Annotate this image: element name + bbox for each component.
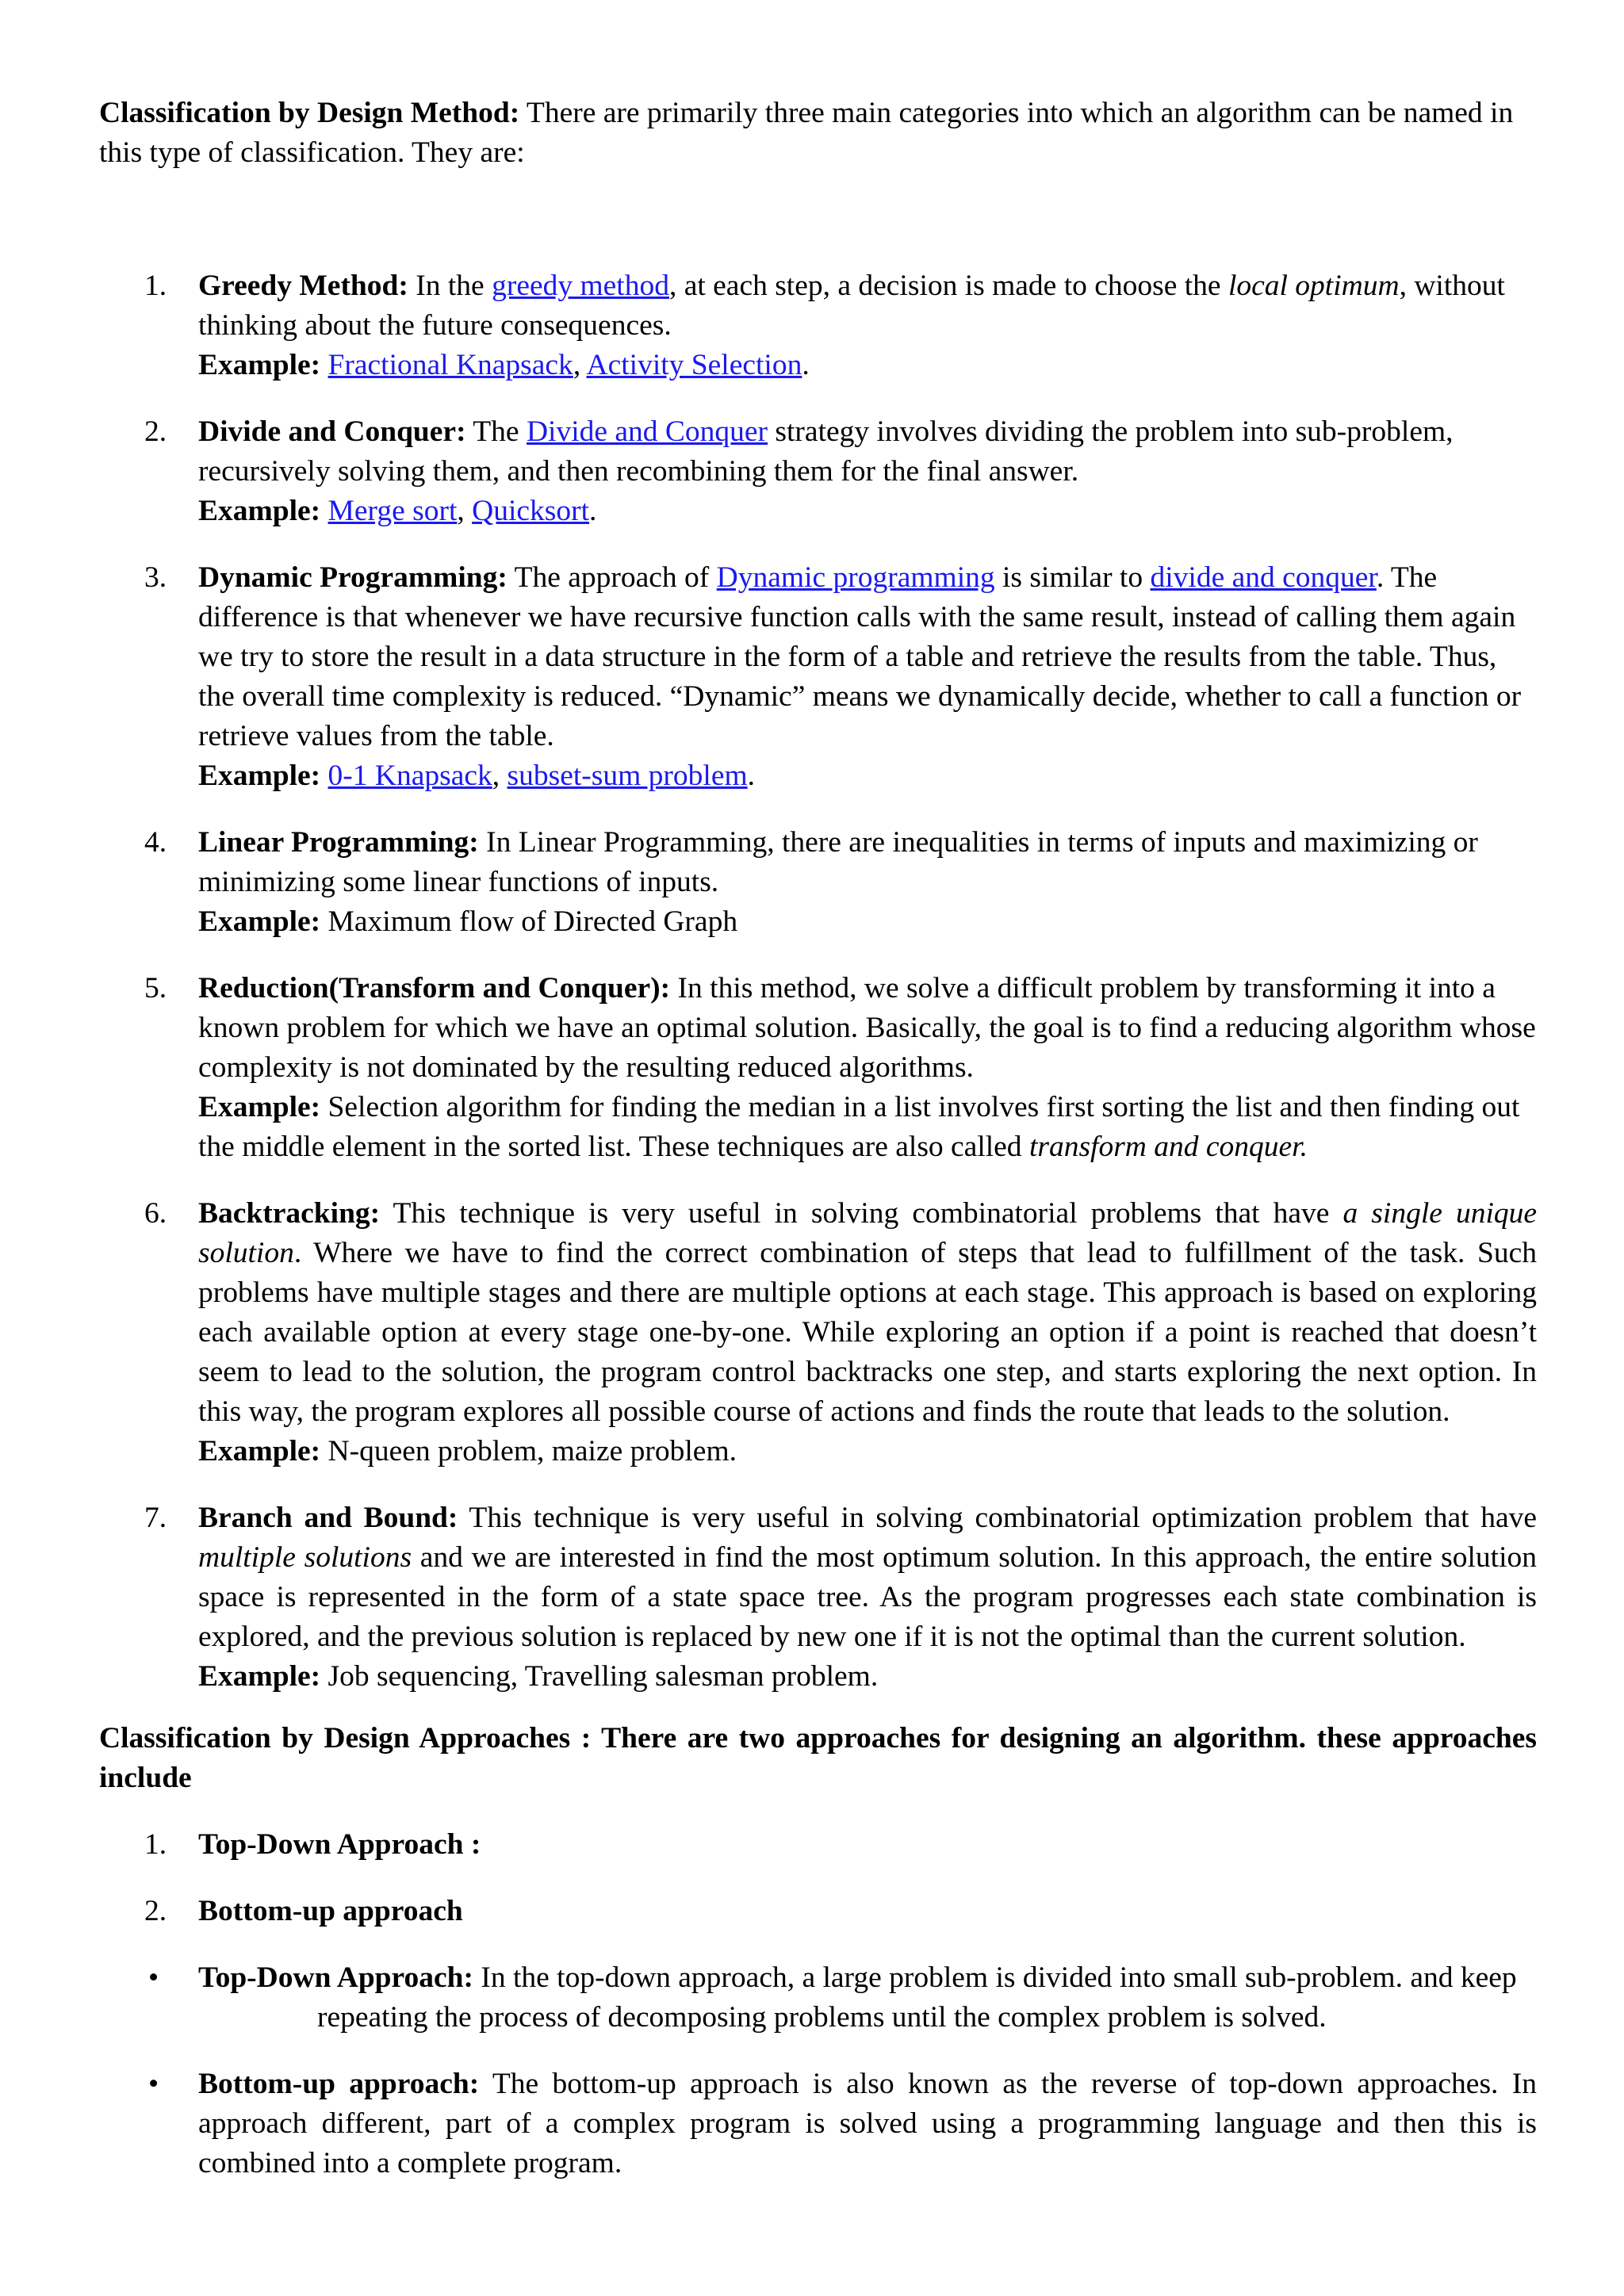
method-emphasis: local optimum [1228,270,1400,302]
example-end: . [589,495,597,527]
list-number: 3. [144,561,167,594]
method-item-linear-programming [99,823,1537,942]
method-title: Linear Programming: [198,826,479,859]
method-description [198,969,1537,1088]
method-description [198,412,1537,492]
method-title: Dynamic Programming: [198,561,508,594]
method-title: Greedy Method: [198,270,408,302]
example-label: Example: [198,1660,321,1693]
list-number: 6. [144,1197,167,1230]
method-text: In the [408,270,492,302]
method-item-divide-and-conquer [99,412,1537,531]
method-text: . The difference is that whenever we have recursive function calls with the same result, instead of calling them again we try to store the result in a data structure in the form of a table and retrieve the results from the table. Thus, the overall time complexity is reduced. “Dynamic” means we dynamically decide, whether to call a function or retrieve values from the table. [198,561,1522,752]
approach-item-bottom-up [99,1892,1537,1931]
example-end: . [802,349,810,381]
method-item-greedy [99,266,1537,385]
method-text: . Where we have to find the correct combination of steps that lead to fulfillment of the task. Such problems have multiple stages and there are multiple options at each stage. This approach is based on exploring each available option at every stage one-by-one. While exploring an option if a point is reached that doesn’t seem to lead to the solution, the program control backtracks one step, and starts exploring the next option. In this way, the program explores all possible course of actions and finds the route that leads to the solution. [198,1237,1537,1428]
example-label: Example: [198,905,321,938]
link-fractional-knapsack[interactable]: Fractional Knapsack [327,349,573,381]
design-approaches-list [99,1825,1537,1931]
link-quicksort[interactable]: Quicksort [472,495,590,527]
example-separator: , [573,349,587,381]
method-text: The [465,415,527,448]
method-description [198,266,1537,346]
design-methods-list [99,266,1537,1697]
bullet-icon: • [148,1961,159,1994]
method-example [198,492,1537,531]
intro-paragraph [99,94,1537,173]
note-title: Bottom-up approach: [198,2068,480,2100]
link-dynamic-programming[interactable]: Dynamic programming [716,561,995,594]
example-text: Job sequencing, Travelling salesman problem. [320,1660,879,1693]
method-text: This technique is very useful in solving combinatorial optimization problem that have [458,1502,1537,1534]
method-text: and we are interested in find the most optimum solution. In this approach, the entire solution space is represented in the form of a state space tree. As the program progresses each state combination is explored, and the previous solution is replaced by new one if it is not the optimal than the current solution. [198,1541,1537,1653]
section-heading: Classification by Design Approaches : There are two approaches for designing an algorithm. these approaches include [99,1722,1537,1794]
method-title: Divide and Conquer: [198,415,466,448]
approach-notes-list [99,1958,1537,2183]
method-text: strategy involves dividing the problem into sub-problem, recursively solving them, and then recombining them for the final answer. [198,415,1454,488]
example-label: Example: [198,349,321,381]
list-number: 4. [144,826,167,859]
intro-title: Classification by Design Method: [99,97,520,129]
note-item-bottom-up [99,2064,1537,2183]
link-subset-sum-problem[interactable]: subset-sum problem [507,760,748,792]
method-emphasis: a single unique solution [198,1197,1538,1269]
list-number: 7. [144,1502,167,1534]
note-text: repeating the process of decomposing problems until the complex problem is solved. [317,2001,1327,2034]
link-activity-selection[interactable]: Activity Selection [586,349,802,381]
method-item-backtracking [99,1194,1537,1471]
bullet-icon: • [148,2068,159,2100]
approach-item-top-down [99,1825,1537,1865]
approach-label: Top-Down Approach : [198,1828,481,1861]
example-label: Example: [198,1435,321,1468]
method-text: , without thinking about the future consequences. [198,270,1505,342]
method-item-branch-and-bound [99,1498,1537,1697]
note-text: In the top-down approach, a large problem is divided into small sub-problem. and keep [473,1961,1517,1994]
method-emphasis: multiple solutions [198,1541,412,1574]
example-separator: , [492,760,508,792]
method-item-reduction [99,969,1537,1167]
method-example [198,1657,1537,1697]
method-example [198,756,1537,796]
link-merge-sort[interactable]: Merge sort [327,495,458,527]
method-example [198,902,1537,942]
method-description [198,1498,1537,1657]
link-0-1-knapsack[interactable]: 0-1 Knapsack [327,760,492,792]
design-approaches-heading [99,1719,1537,1798]
example-label: Example: [198,1091,321,1123]
example-text: Selection algorithm for finding the median in a list involves first sorting the list and then finding out the middle element in the sorted list. These techniques are also called [198,1091,1520,1163]
example-text: N-queen problem, maize problem. [320,1435,737,1468]
note-title: Top-Down Approach: [198,1961,473,1994]
example-label: Example: [198,495,321,527]
list-number: 5. [144,972,167,1004]
list-number: 1. [144,1828,167,1861]
method-example [198,346,1537,385]
method-description [198,558,1537,756]
note-description [198,1958,1537,2038]
note-description [198,2064,1537,2183]
method-example [198,1432,1537,1471]
method-example [198,1088,1537,1167]
method-text: In Linear Programming, there are inequalities in terms of inputs and maximizing or minimizing some linear functions of inputs. [198,826,1478,898]
intro-text: There are primarily three main categories into which an algorithm can be named in this type of classification. They are: [99,97,1514,169]
link-divide-and-conquer[interactable]: Divide and Conquer [526,415,768,448]
method-title: Backtracking: [198,1197,381,1230]
note-text: The bottom-up approach is also known as the reverse of top-down approaches. In approach different, part of a complex program is solved using a programming language and then this is combined into a complete program. [198,2068,1537,2179]
example-text: Maximum flow of Directed Graph [320,905,738,938]
list-number: 2. [144,415,167,448]
method-text: , at each step, a decision is made to choose the [668,270,1228,302]
example-emphasis: transform and conquer. [1028,1131,1308,1163]
method-item-dynamic-programming [99,558,1537,796]
example-label: Example: [198,760,321,792]
approach-label: Bottom-up approach [198,1895,463,1927]
method-description [198,1194,1537,1432]
example-separator: , [457,495,473,527]
example-end: . [747,760,756,792]
method-text: This technique is very useful in solving combinatorial problems that have [380,1197,1343,1230]
link-greedy-method[interactable]: greedy method [492,270,669,302]
method-text: The approach of [507,561,717,594]
method-title: Reduction(Transform and Conquer): [198,972,671,1004]
note-item-top-down [99,1958,1537,2038]
list-number: 2. [144,1895,167,1927]
list-number: 1. [144,270,167,302]
method-title: Branch and Bound: [198,1502,458,1534]
method-text: In this method, we solve a difficult problem by transforming it into a known problem for which we have an optimal solution. Basically, the goal is to find a reducing algorithm whose complexity is not dominated by the resulting reduced algorithms. [198,972,1536,1084]
method-text: is similar to [994,561,1151,594]
method-description [198,823,1537,902]
link-divide-and-conquer-lower[interactable]: divide and conquer [1150,561,1377,594]
